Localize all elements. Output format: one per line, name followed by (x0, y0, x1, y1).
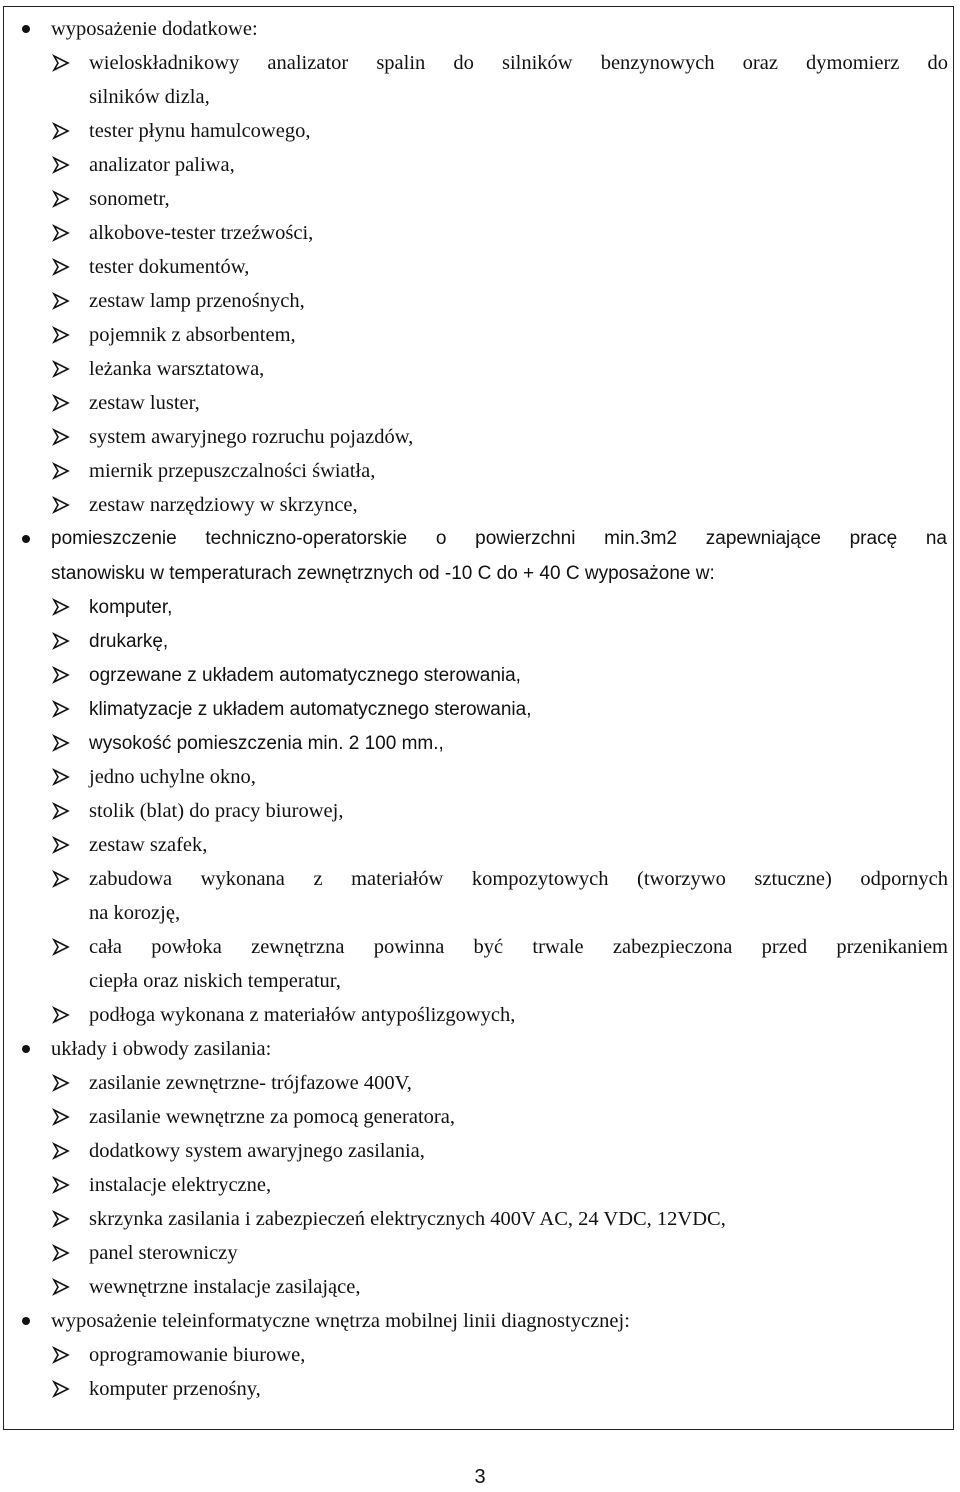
list-item-text: wewnętrzne instalacje zasilające, (89, 1276, 361, 1298)
arrow-bullet-icon (52, 666, 70, 684)
arrow-bullet-icon (52, 870, 70, 888)
list-item-text: dodatkowy system awaryjnego zasilania, (89, 1140, 425, 1162)
list-item-text: wysokość pomieszczenia min. 2 100 mm., (89, 733, 444, 754)
section-heading-text: układy i obwody zasilania: (51, 1038, 272, 1060)
list-item-text: alkobove-tester trzeźwości, (89, 222, 314, 244)
arrow-bullet-icon (52, 1278, 70, 1296)
arrow-bullet-icon (52, 1380, 70, 1398)
list-item-text: podłoga wykonana z materiałów antypoślizgowych, (89, 1004, 516, 1026)
list-item (0, 454, 951, 488)
list-item-text: miernik przepuszczalności światła, (89, 460, 376, 482)
list-item (0, 658, 951, 692)
list-item-text: silników dizla, (89, 86, 210, 108)
list-item-text: oprogramowanie biurowe, (89, 1344, 306, 1366)
list-item-text: drukarkę, (89, 631, 169, 652)
list-item (0, 1338, 951, 1372)
list-item-text: komputer przenośny, (89, 1378, 261, 1400)
list-item (0, 148, 951, 182)
list-item (0, 1066, 951, 1100)
list-item-text: zestaw narzędziowy w skrzynce, (89, 494, 358, 516)
bullet-dot-icon (22, 1045, 30, 1053)
list-item (0, 46, 951, 80)
arrow-bullet-icon (52, 292, 70, 310)
arrow-bullet-icon (52, 802, 70, 820)
arrow-bullet-icon (52, 1346, 70, 1364)
section-heading-text: stanowisku w temperaturach zewnętrznych od -10 C do + 40 C wyposażone w: (51, 563, 715, 584)
section-heading-text: wyposażenie teleinformatyczne wnętrza mobilnej linii diagnostycznej: (51, 1310, 630, 1332)
list-item (0, 1372, 951, 1406)
list-item-continuation (0, 80, 951, 114)
list-item (0, 420, 951, 454)
list-item (0, 1134, 951, 1168)
list-item-text: komputer, (89, 597, 173, 618)
section-heading (0, 1304, 951, 1338)
list-item (0, 250, 951, 284)
list-item-continuation (0, 964, 951, 998)
arrow-bullet-icon (52, 734, 70, 752)
arrow-bullet-icon (52, 258, 70, 276)
list-item (0, 488, 951, 522)
list-item (0, 1236, 951, 1270)
list-item-text: leżanka warsztatowa, (89, 358, 265, 380)
list-item (0, 726, 951, 760)
list-item-text: analizator paliwa, (89, 154, 235, 176)
list-item-text: jedno uchylne okno, (89, 766, 256, 788)
arrow-bullet-icon (52, 1006, 70, 1024)
arrow-bullet-icon (52, 1074, 70, 1092)
section-heading-text: pomieszczenie techniczno-operatorskie o powierzchni min.3m2 zapewniające pracę na (51, 528, 947, 549)
bullet-dot-icon (22, 25, 30, 33)
arrow-bullet-icon (52, 1108, 70, 1126)
section-heading (0, 12, 951, 46)
list-item-text: zestaw luster, (89, 392, 200, 414)
list-item (0, 318, 951, 352)
list-item-continuation (0, 896, 951, 930)
arrow-bullet-icon (52, 1142, 70, 1160)
list-item-text: ogrzewane z układem automatycznego sterowania, (89, 665, 521, 686)
list-item (0, 930, 951, 964)
list-item-text: stolik (blat) do pracy biurowej, (89, 800, 344, 822)
list-item-text: system awaryjnego rozruchu pojazdów, (89, 426, 414, 448)
list-item (0, 1168, 951, 1202)
arrow-bullet-icon (52, 122, 70, 140)
arrow-bullet-icon (52, 938, 70, 956)
list-item-text: skrzynka zasilania i zabezpieczeń elektrycznych 400V AC, 24 VDC, 12VDC, (89, 1208, 726, 1230)
list-item (0, 828, 951, 862)
list-item (0, 216, 951, 250)
list-item-text: sonometr, (89, 188, 170, 210)
section-heading (0, 522, 951, 556)
arrow-bullet-icon (52, 836, 70, 854)
arrow-bullet-icon (52, 360, 70, 378)
list-item-text: cała powłoka zewnętrzna powinna być trwale zabezpieczona przed przenikaniem (89, 936, 948, 958)
list-item-text: zasilanie wewnętrzne za pomocą generatora, (89, 1106, 455, 1128)
list-item-text: zestaw szafek, (89, 834, 208, 856)
arrow-bullet-icon (52, 700, 70, 718)
list-item (0, 182, 951, 216)
arrow-bullet-icon (52, 496, 70, 514)
list-item (0, 114, 951, 148)
list-item-text: instalacje elektryczne, (89, 1174, 272, 1196)
list-item-text: ciepła oraz niskich temperatur, (89, 970, 341, 992)
list-item-text: na korozję, (89, 902, 181, 924)
list-item (0, 760, 951, 794)
list-item (0, 862, 951, 896)
list-item-text: pojemnik z absorbentem, (89, 324, 296, 346)
arrow-bullet-icon (52, 190, 70, 208)
list-item-text: zestaw lamp przenośnych, (89, 290, 305, 312)
page-number: 3 (474, 1466, 486, 1488)
section-heading-continuation (0, 556, 951, 590)
arrow-bullet-icon (52, 156, 70, 174)
arrow-bullet-icon (52, 326, 70, 344)
list-item (0, 998, 951, 1032)
bullet-dot-icon (22, 535, 30, 543)
arrow-bullet-icon (52, 1210, 70, 1228)
list-item (0, 590, 951, 624)
document-body (0, 12, 951, 1406)
arrow-bullet-icon (52, 54, 70, 72)
list-item-text: tester dokumentów, (89, 256, 250, 278)
bullet-dot-icon (22, 1317, 30, 1325)
list-item (0, 1270, 951, 1304)
arrow-bullet-icon (52, 1176, 70, 1194)
list-item-text: zabudowa wykonana z materiałów kompozytowych (tworzywo sztuczne) odpornych (89, 868, 948, 890)
arrow-bullet-icon (52, 394, 70, 412)
list-item-text: tester płynu hamulcowego, (89, 120, 311, 142)
section-heading (0, 1032, 951, 1066)
list-item-text: klimatyzacje z układem automatycznego sterowania, (89, 699, 532, 720)
list-item (0, 624, 951, 658)
arrow-bullet-icon (52, 598, 70, 616)
list-item (0, 352, 951, 386)
arrow-bullet-icon (52, 224, 70, 242)
arrow-bullet-icon (52, 1244, 70, 1262)
section-heading-text: wyposażenie dodatkowe: (51, 18, 258, 40)
list-item (0, 692, 951, 726)
list-item (0, 386, 951, 420)
arrow-bullet-icon (52, 428, 70, 446)
list-item-text: zasilanie zewnętrzne- trójfazowe 400V, (89, 1072, 412, 1094)
list-item (0, 794, 951, 828)
list-item-text: wieloskładnikowy analizator spalin do silników benzynowych oraz dymomierz do (89, 52, 948, 74)
arrow-bullet-icon (52, 768, 70, 786)
arrow-bullet-icon (52, 632, 70, 650)
list-item (0, 284, 951, 318)
list-item (0, 1100, 951, 1134)
arrow-bullet-icon (52, 462, 70, 480)
list-item (0, 1202, 951, 1236)
list-item-text: panel sterowniczy (89, 1242, 238, 1264)
